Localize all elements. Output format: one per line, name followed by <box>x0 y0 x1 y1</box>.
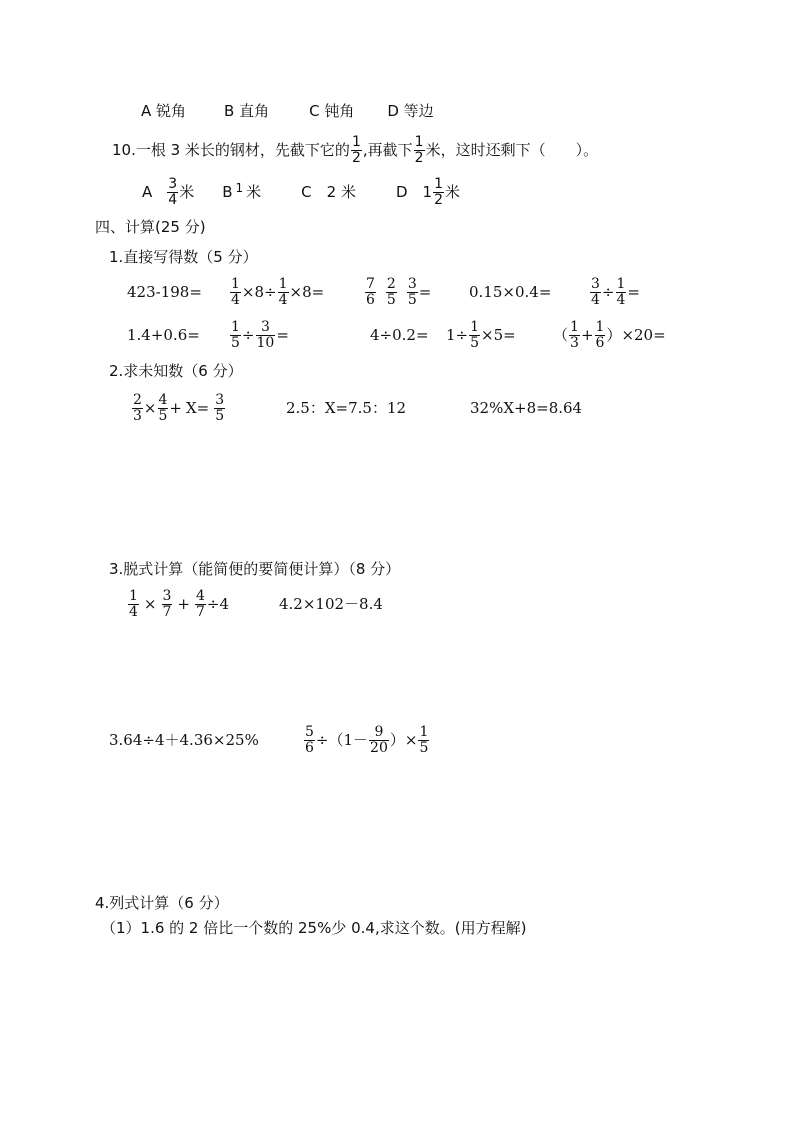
frac-num: 3 <box>168 175 178 192</box>
fraction-three-quarters <box>167 177 178 208</box>
part4-question-1: （1）1.6 的 2 倍比一个数的 25%少 0.4,求这个数。(用方程解) <box>101 919 527 937</box>
frac-num: 1 <box>351 133 361 150</box>
fraction-one-half-2 <box>414 135 425 166</box>
expr-open: ÷（1－ <box>315 731 369 749</box>
expr-text: 0.15×0.4= <box>469 283 552 301</box>
unit: 米 <box>179 183 195 201</box>
frac-den: 20 <box>370 739 388 756</box>
frac-den: 3 <box>133 407 142 424</box>
frac-1-6 <box>595 320 606 351</box>
frac-den: 3 <box>570 334 579 351</box>
times-op: × <box>143 399 157 417</box>
frac-den: 5 <box>419 739 429 756</box>
frac-den: 7 <box>196 603 205 620</box>
expr-paren-sum-x20 <box>553 315 666 355</box>
frac-num: 9 <box>374 723 384 740</box>
frac-4-7 <box>195 589 206 620</box>
num: 8 <box>254 283 265 301</box>
unit: 米 <box>246 183 262 201</box>
frac-den: 5 <box>386 291 396 308</box>
times-op: × <box>143 595 157 613</box>
equals-op: = <box>311 283 325 301</box>
frac-num: 1 <box>616 275 626 292</box>
frac-den: 10 <box>256 334 275 351</box>
calc-1 <box>127 584 229 624</box>
frac-num: 3 <box>591 275 600 292</box>
frac-num: 3 <box>260 318 270 335</box>
q9-option-c: C 钝角 <box>309 102 355 120</box>
frac-num: 1 <box>470 318 480 335</box>
q10-text-2: ,再截下 <box>362 141 413 159</box>
frac-num: 1 <box>434 175 443 192</box>
frac-1-3 <box>569 320 580 351</box>
frac-num: 2 <box>133 391 142 408</box>
expr-1.4+0.6 <box>127 315 200 355</box>
q9-option-b: B 直角 <box>224 102 270 120</box>
expr-text: 4÷0.2= <box>370 326 429 344</box>
q9-option-a: A 锐角 <box>141 102 187 120</box>
frac-num: 3 <box>215 391 225 408</box>
div-op: ÷ <box>241 326 255 344</box>
part3-title: 3.脱式计算（能简便的要简便计算）（8 分） <box>109 560 401 578</box>
expr-tail: ÷4 <box>206 595 230 613</box>
frac-den: 7 <box>162 603 172 620</box>
expr-post: ）×20= <box>606 326 666 344</box>
frac-7-6 <box>365 277 376 308</box>
q10-option-d <box>396 177 460 208</box>
num: 8 <box>302 283 312 301</box>
div-op: ÷ <box>264 283 277 301</box>
frac-num: 5 <box>305 723 314 740</box>
frac-num: 3 <box>407 275 417 292</box>
frac-5-6 <box>304 725 315 756</box>
div-op: ÷ <box>601 283 615 301</box>
equals-op: = <box>418 283 432 301</box>
q10-question <box>112 130 598 170</box>
fraction-one-half-d <box>433 177 444 208</box>
frac-num: 7 <box>366 275 375 292</box>
frac-num: 2 <box>386 275 396 292</box>
frac-den: 2 <box>414 149 424 166</box>
left-paren: （ <box>553 326 569 344</box>
frac-1-5 <box>469 320 480 351</box>
expr-text: 1.4+0.6= <box>127 326 200 344</box>
fraction-one-half <box>351 135 362 166</box>
frac-den: 6 <box>305 739 314 756</box>
frac-9-20 <box>369 725 389 756</box>
option-label: A <box>142 183 153 201</box>
plus-op: + <box>580 326 594 344</box>
plus-op: + <box>169 399 182 417</box>
frac-2-3 <box>132 393 143 424</box>
q10-option-b <box>222 182 261 202</box>
frac-num: 1 <box>231 318 240 335</box>
frac-num: 1 <box>414 133 424 150</box>
equation-1 <box>131 388 226 428</box>
equation-2: 2.5：X=7.5：12 <box>286 399 407 417</box>
equals-op: = <box>276 326 289 344</box>
frac-num: 4 <box>158 391 168 408</box>
frac-den: 4 <box>168 191 178 208</box>
calc-4 <box>303 720 430 760</box>
frac-den: 4 <box>616 291 626 308</box>
frac-1-4 <box>128 589 139 620</box>
expr-1-div-1-5-x5 <box>446 315 516 355</box>
frac-den: 2 <box>351 149 361 166</box>
frac-1-4 <box>278 277 289 308</box>
frac-3-10 <box>256 320 276 351</box>
q10-option-a <box>142 177 194 208</box>
frac-den: 5 <box>231 334 240 351</box>
option-value: 1 <box>235 181 244 195</box>
frac-den: 6 <box>366 291 375 308</box>
frac-den: 4 <box>231 291 240 308</box>
expr-1-5-div-3-10 <box>229 315 289 355</box>
q10-options <box>142 172 460 212</box>
times-op: × <box>241 283 255 301</box>
frac-3-7 <box>162 589 173 620</box>
plus-op: + <box>177 595 190 613</box>
frac-2-5 <box>386 277 397 308</box>
expr-close: ）× <box>389 731 418 749</box>
q10-option-c: C 2 米 <box>301 183 356 201</box>
equation-3: 32%X+8=8.64 <box>470 399 583 417</box>
frac-3-4 <box>590 277 601 308</box>
part1-row1 <box>127 272 202 312</box>
frac-3-5 <box>214 393 225 424</box>
frac-num: 1 <box>231 275 240 292</box>
frac-num: 1 <box>278 275 288 292</box>
calc-3: 3.64÷4＋4.36×25% <box>109 731 259 749</box>
frac-den: 5 <box>470 334 480 351</box>
frac-1-4 <box>616 277 627 308</box>
frac-num: 1 <box>595 318 605 335</box>
expr-3-4-div-1-4 <box>589 272 640 312</box>
times-op: × <box>289 283 303 301</box>
part1-title: 1.直接写得数（5 分） <box>109 248 258 266</box>
expr-pre: 1÷ <box>446 326 469 344</box>
part2-title: 2.求未知数（6 分） <box>109 362 243 380</box>
q10-text-1: 10.一根 3 米长的钢材，先截下它的 <box>112 141 350 159</box>
frac-num: 4 <box>196 587 205 604</box>
expr-quarter-times-8 <box>229 272 324 312</box>
frac-num: 3 <box>162 587 172 604</box>
frac-den: 5 <box>215 407 225 424</box>
calc-2: 4.2×102－8.4 <box>279 595 383 613</box>
frac-den: 2 <box>434 191 443 208</box>
expr-fractions-7-6 <box>364 272 431 312</box>
expr-4-div-0.2 <box>370 315 429 355</box>
frac-den: 4 <box>591 291 600 308</box>
option-label: B <box>222 183 233 201</box>
frac-den: 4 <box>129 603 138 620</box>
expr-423-198: 423-198= <box>127 283 202 301</box>
expr-post: ×5= <box>481 326 516 344</box>
frac-den: 4 <box>278 291 288 308</box>
equals-op: = <box>627 283 640 301</box>
frac-3-5 <box>407 277 418 308</box>
frac-1-5 <box>418 725 429 756</box>
frac-num: 1 <box>419 723 429 740</box>
option-label: D 1 <box>395 183 433 201</box>
frac-den: 5 <box>407 291 417 308</box>
frac-num: 1 <box>570 318 579 335</box>
expr-0.15x0.4 <box>469 272 551 312</box>
q9-option-d: D 等边 <box>387 102 434 120</box>
frac-1-5 <box>230 320 241 351</box>
x-equals: X= <box>186 399 210 417</box>
q9-options <box>141 101 434 121</box>
frac-den: 5 <box>158 407 168 424</box>
frac-den: 6 <box>595 334 605 351</box>
part4-title: 4.列式计算（6 分） <box>95 894 229 912</box>
frac-1-4 <box>230 277 241 308</box>
frac-4-5 <box>158 393 169 424</box>
q10-text-3: 米，这时还剩下（ ）。 <box>425 141 599 159</box>
unit: 米 <box>444 183 460 201</box>
frac-num: 1 <box>129 587 138 604</box>
section-title: 四、计算(25 分) <box>95 218 206 236</box>
